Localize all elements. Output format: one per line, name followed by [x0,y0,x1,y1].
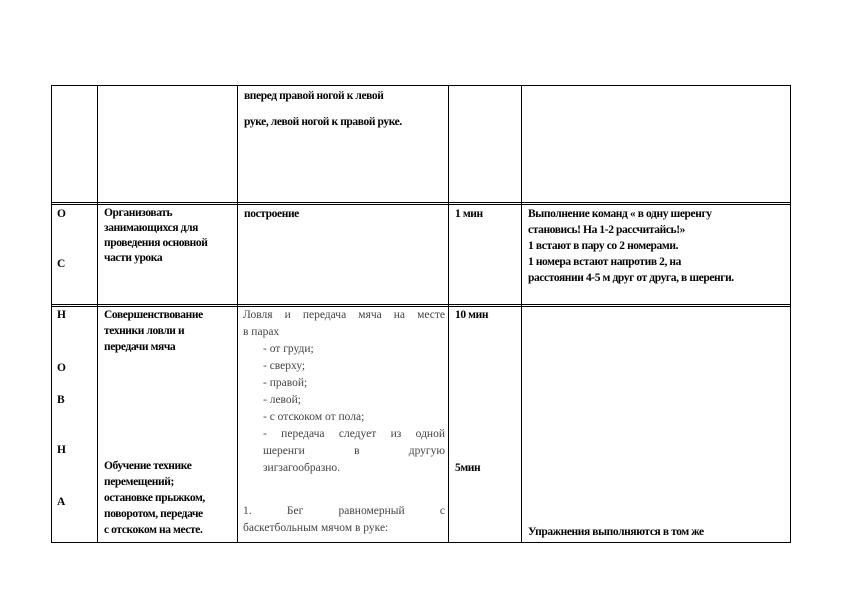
row3-content-last-1: - передача следует из одной [263,428,445,440]
row3-content-item-1: - от груди; [263,343,314,355]
row3-content-intro-1: Ловля и передача мяча на месте [243,309,445,321]
col-divider-1 [97,85,98,543]
row3-task2-line-5: с отскоком на месте. [104,524,203,536]
row3-content-item-5: - с отскоком от пола; [263,411,365,423]
row2-letter-2: С [57,258,65,270]
col-divider-5 [790,85,791,543]
row3-exercise-line-2: баскетбольным мячом в руке: [243,522,389,534]
row3-exercise-line-1: 1. Бег равномерный с [243,505,445,517]
row3-task2-line-4: поворотом, передаче [104,508,203,520]
row-divider-1 [51,202,791,203]
row2-content: построение [244,208,299,220]
row3-task2-line-1: Обучение технике [104,460,192,472]
row2-notes-line-4: 1 номера встают напротив 2, на [528,256,681,268]
col-divider-3 [448,85,449,543]
table-border-top [51,85,791,86]
row3-content-last-3: зигзагообразно. [263,462,341,474]
row2-task-line-2: занимающихся для [104,222,198,234]
col-divider-2 [237,85,238,543]
row2-time: 1 мин [455,208,483,220]
row3-content-last-2: шеренги в другую [263,445,445,457]
row2-notes-line-3: 1 встают в пару со 2 номерами. [528,240,679,252]
row1-content-line-1: вперед правой ногой к левой [244,90,384,102]
row2-notes-line-2: становись! На 1-2 рассчитайсь!» [528,224,686,236]
row3-letter-1: Н [57,309,66,321]
row3-task1-line-3: передачи мяча [104,341,176,353]
row2-letter-1: О [57,208,66,220]
row2-task-line-3: проведения основной [104,237,208,249]
table-border-bottom [51,542,791,543]
row3-notes: Упражнения выполняются в том же [528,526,704,538]
row3-time-1: 10 мин [455,309,489,321]
row3-task1-line-1: Совершенствование [104,309,203,321]
row3-task1-line-2: техники ловли и [104,325,185,337]
row3-task-2 [104,458,236,538]
row3-content [243,307,445,537]
row2-notes [528,206,790,286]
row2-task-line-1: Организовать [104,207,173,219]
row3-content-item-2: - сверху; [263,360,306,372]
row3-letter-5: А [57,496,65,508]
row3-task-1 [104,307,236,355]
row3-content-list [243,341,445,477]
row-divider-2 [51,304,791,305]
row3-content-intro-2: в парах [243,326,280,338]
row1-content [244,88,444,130]
row2-task [104,206,236,266]
row2-notes-line-1: Выполнение команд « в одну шеренгу [528,208,712,220]
col-divider-0 [51,85,52,543]
row3-task2-line-2: перемещений; [104,476,174,488]
col-divider-4 [521,85,522,543]
row3-task2-line-3: остановке прыжком, [104,492,205,504]
row2-task-line-4: части урока [104,252,163,264]
row3-letter-3: В [57,394,65,406]
row-divider-1b [51,204,791,205]
row3-content-item-3: - правой; [263,377,308,389]
row3-letter-2: О [57,362,66,374]
row3-time-2: 5мин [455,462,481,474]
row3-letter-4: Н [57,444,66,456]
row3-content-item-4: - левой; [263,394,301,406]
row1-content-line-2: руке, левой ногой к правой руке. [244,116,402,128]
row2-notes-line-5: расстоянии 4-5 м друг от друга, в шеренги. [528,272,734,284]
